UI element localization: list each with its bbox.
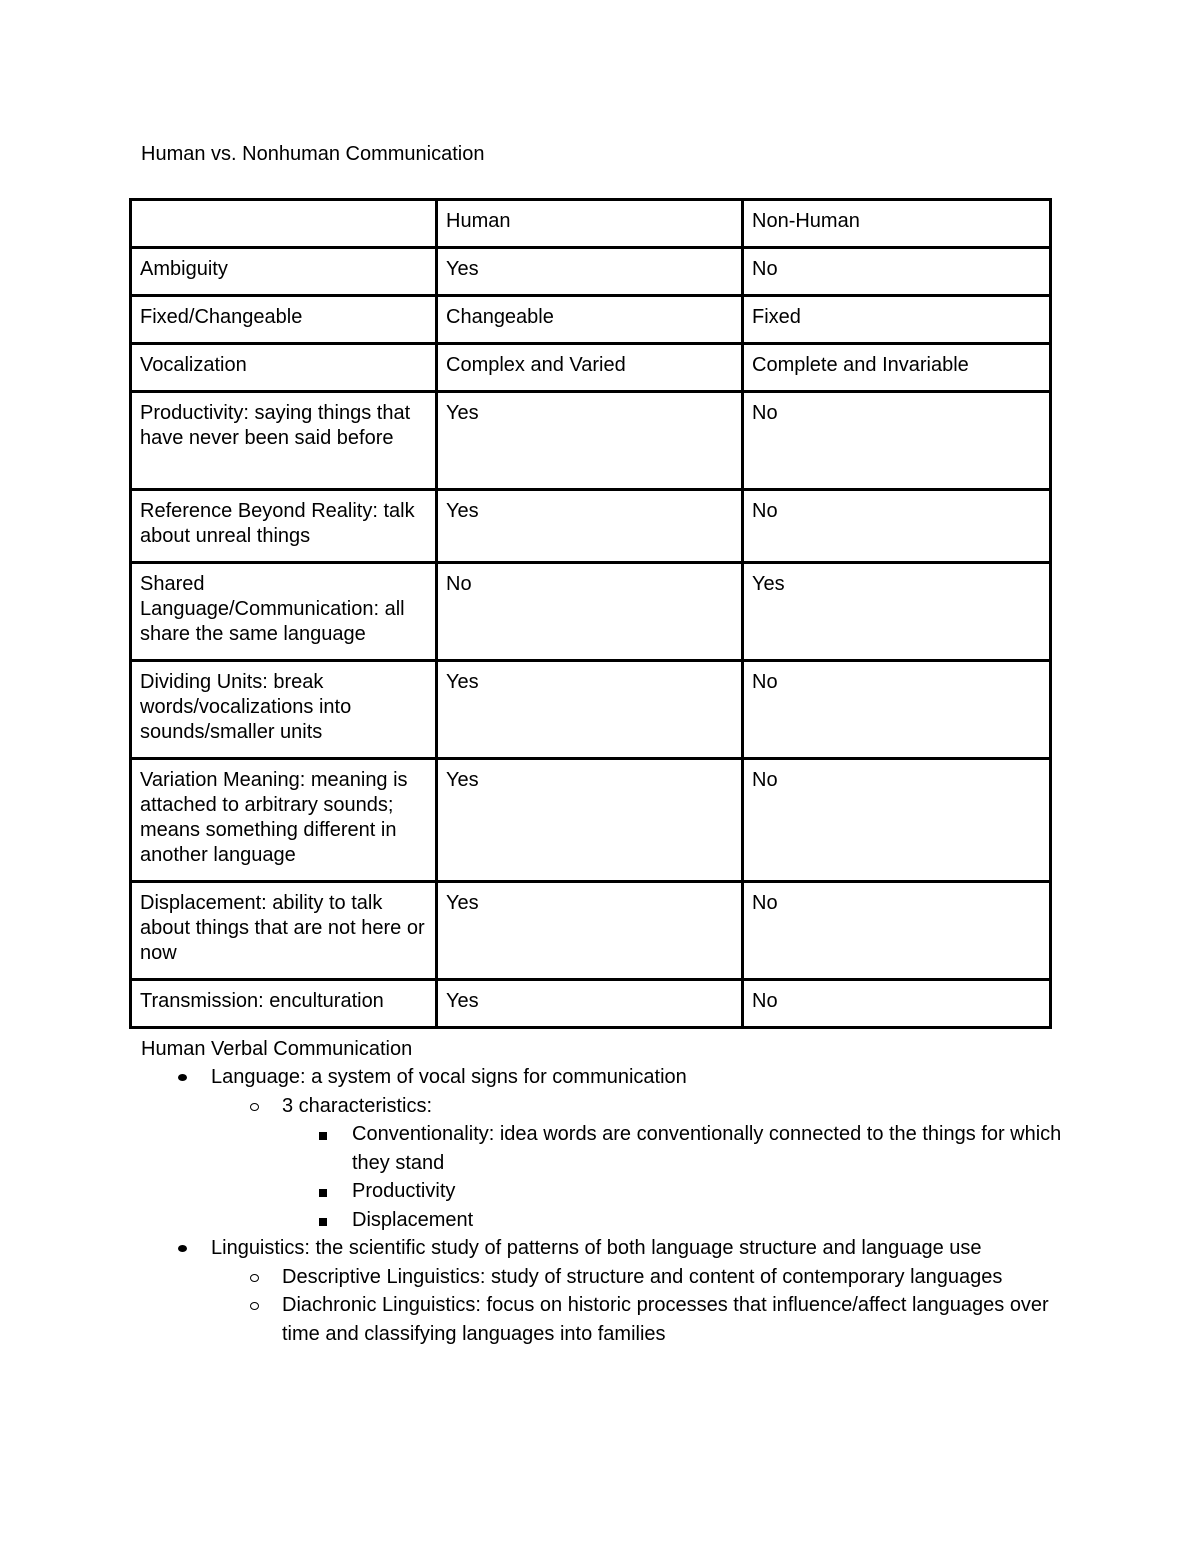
row-label: Fixed/Changeable: [131, 296, 437, 344]
header-cell-non-human: Non-Human: [743, 200, 1051, 248]
list-item-text: Productivity: [352, 1180, 456, 1202]
comparison-table: [129, 198, 1052, 1029]
header-cell-empty: [131, 200, 437, 248]
human-value: Yes: [437, 980, 743, 1028]
list-item-text: 3 characteristics:: [282, 1094, 433, 1117]
list-item: [141, 1063, 1071, 1234]
non-human-value: No: [743, 980, 1051, 1028]
row-label: Dividing Units: break words/vocalizations into sounds/smaller units: [131, 661, 437, 759]
table-row: [131, 563, 1051, 661]
list-item: [211, 1291, 1071, 1348]
table-header-row: [131, 200, 1051, 248]
bullet-circle-icon: [250, 1274, 259, 1282]
bullet-square-icon: [319, 1132, 327, 1140]
human-value: Yes: [437, 248, 743, 296]
list-item-text: Displacement: [352, 1208, 474, 1231]
human-value: Yes: [437, 392, 743, 490]
list-item: [211, 1092, 1071, 1235]
table-row: [131, 248, 1051, 296]
non-human-value: No: [743, 759, 1051, 882]
list-item: [282, 1177, 1071, 1206]
table-row: [131, 344, 1051, 392]
row-label: Ambiguity: [131, 248, 437, 296]
list-item-text: Linguistics: the scientific study of patterns of both language structure and language use: [211, 1237, 982, 1259]
row-label: Variation Meaning: meaning is attached to arbitrary sounds; means something different in another language: [131, 759, 437, 882]
bullet-disc-icon: [178, 1245, 187, 1252]
list-item-text: Diachronic Linguistics: focus on historic processes that influence/affect languages over time and classifying languages into families: [282, 1294, 1049, 1345]
non-human-value: No: [743, 248, 1051, 296]
non-human-value: No: [743, 661, 1051, 759]
bullet-circle-icon: [250, 1302, 259, 1310]
list-item: [211, 1263, 1071, 1292]
bullet-circle-icon: [250, 1103, 259, 1111]
human-value: Yes: [437, 882, 743, 980]
row-label: Reference Beyond Reality: talk about unreal things: [131, 490, 437, 563]
list-item: [282, 1120, 1071, 1177]
row-label: Transmission: enculturation: [131, 980, 437, 1028]
non-human-value: No: [743, 490, 1051, 563]
table-row: [131, 980, 1051, 1028]
non-human-value: No: [743, 392, 1051, 490]
non-human-value: Complete and Invariable: [743, 344, 1051, 392]
list-item: [282, 1206, 1071, 1235]
human-value: Yes: [437, 490, 743, 563]
table-row: [131, 882, 1051, 980]
human-value: Changeable: [437, 296, 743, 344]
list-item-text: Conventionality: idea words are conventionally connected to the things for which they stand: [352, 1123, 1062, 1174]
table-row: [131, 392, 1051, 490]
header-cell-human: Human: [437, 200, 743, 248]
bullet-disc-icon: [178, 1074, 187, 1081]
row-label: Vocalization: [131, 344, 437, 392]
bullet-square-icon: [319, 1218, 327, 1226]
bullet-square-icon: [319, 1189, 327, 1197]
row-label: Shared Language/Communication: all share the same language: [131, 563, 437, 661]
human-value: Yes: [437, 661, 743, 759]
list-item: [141, 1234, 1071, 1348]
list-item-text: Language: a system of vocal signs for communication: [211, 1066, 687, 1088]
non-human-value: No: [743, 882, 1051, 980]
human-value: No: [437, 563, 743, 661]
human-value: Yes: [437, 759, 743, 882]
table-row: [131, 296, 1051, 344]
section-heading: Human Verbal Communication: [141, 1038, 413, 1060]
table-row: [131, 661, 1051, 759]
row-label: Displacement: ability to talk about things that are not here or now: [131, 882, 437, 980]
table-row: [131, 759, 1051, 882]
non-human-value: Fixed: [743, 296, 1051, 344]
notes-list: [141, 1063, 1071, 1348]
non-human-value: Yes: [743, 563, 1051, 661]
table-row: [131, 490, 1051, 563]
page-title: Human vs. Nonhuman Communication: [141, 143, 485, 165]
human-value: Complex and Varied: [437, 344, 743, 392]
list-item-text: Descriptive Linguistics: study of structure and content of contemporary languages: [282, 1265, 1003, 1288]
row-label: Productivity: saying things that have never been said before: [131, 392, 437, 490]
